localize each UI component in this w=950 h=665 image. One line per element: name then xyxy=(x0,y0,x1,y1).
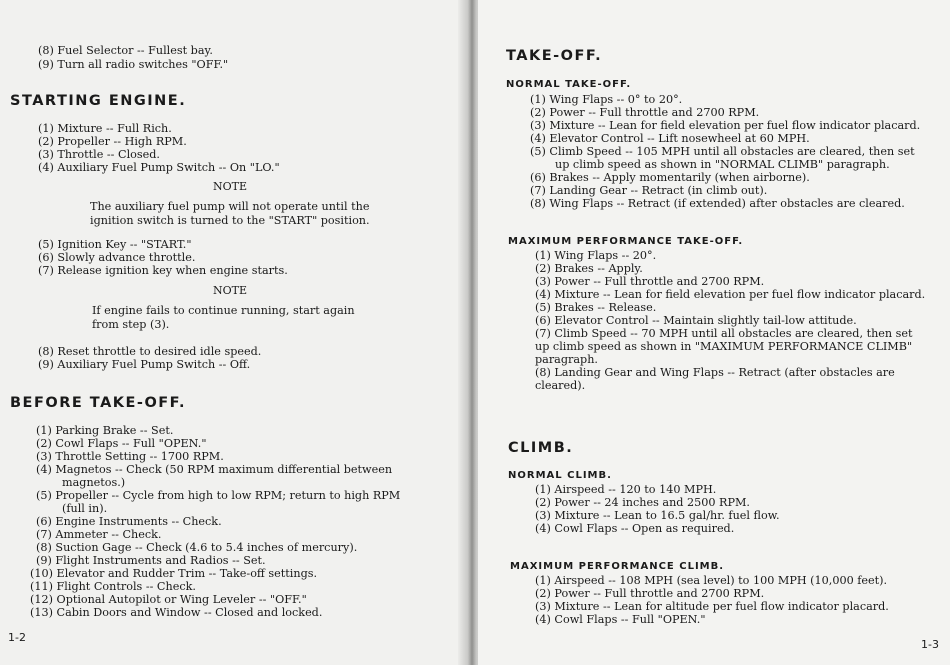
list-item-continuation: magnetos.) xyxy=(62,476,126,489)
list-item-continuation: paragraph. xyxy=(535,353,598,366)
right-page xyxy=(478,0,950,665)
list-item: (5) Brakes -- Release. xyxy=(535,301,657,314)
subsection-heading-max-climb: MAXIMUM PERFORMANCE CLIMB. xyxy=(510,561,725,572)
list-item: (3) Mixture -- Lean for field elevation per fuel flow indicator placard. xyxy=(530,119,921,132)
list-item: (4) Mixture -- Lean for field elevation per fuel flow indicator placard. xyxy=(535,288,926,301)
list-item: (3) Mixture -- Lean to 16.5 gal/hr. fuel flow. xyxy=(535,509,780,522)
section-heading-starting-engine: STARTING ENGINE. xyxy=(10,93,187,109)
list-item: (3) Power -- Full throttle and 2700 RPM. xyxy=(535,275,765,288)
list-item: (7) Release ignition key when engine starts. xyxy=(38,264,288,277)
list-item: (2) Power -- Full throttle and 2700 RPM. xyxy=(535,587,765,600)
subsection-heading-normal-takeoff: NORMAL TAKE-OFF. xyxy=(506,79,632,90)
list-item: (8) Reset throttle to desired idle speed. xyxy=(38,345,262,358)
list-item: (2) Propeller -- High RPM. xyxy=(38,135,187,148)
list-item: (3) Throttle -- Closed. xyxy=(38,148,160,161)
list-item: (4) Magnetos -- Check (50 RPM maximum differential between xyxy=(36,463,393,476)
list-item: (2) Cowl Flaps -- Full "OPEN." xyxy=(36,437,207,450)
list-item-continuation: cleared). xyxy=(535,379,586,392)
list-item: (1) Mixture -- Full Rich. xyxy=(38,122,172,135)
list-item: (1) Airspeed -- 108 MPH (sea level) to 100 MPH (10,000 feet). xyxy=(535,574,888,587)
list-item: (3) Throttle Setting -- 1700 RPM. xyxy=(36,450,224,463)
page-number: 1-2 xyxy=(8,631,26,644)
list-item: (13) Cabin Doors and Window -- Closed and locked. xyxy=(30,606,323,619)
list-item: (9) Flight Instruments and Radios -- Set. xyxy=(36,554,266,567)
list-item: (2) Power -- Full throttle and 2700 RPM. xyxy=(530,106,760,119)
list-item: (1) Airspeed -- 120 to 140 MPH. xyxy=(535,483,717,496)
subsection-heading-max-takeoff: MAXIMUM PERFORMANCE TAKE-OFF. xyxy=(508,236,744,247)
list-item: (9) Auxiliary Fuel Pump Switch -- Off. xyxy=(38,358,251,371)
list-item: (8) Fuel Selector -- Fullest bay. xyxy=(38,44,213,57)
list-item: (6) Elevator Control -- Maintain slightly tail-low attitude. xyxy=(535,314,857,327)
left-page xyxy=(0,0,470,665)
note-label: NOTE xyxy=(213,284,248,297)
section-heading-before-takeoff: BEFORE TAKE-OFF. xyxy=(10,395,186,411)
list-item: (6) Brakes -- Apply momentarily (when airborne). xyxy=(530,171,810,184)
list-item: (1) Wing Flaps -- 20°. xyxy=(535,249,657,262)
list-item: (4) Elevator Control -- Lift nosewheel at 60 MPH. xyxy=(530,132,810,145)
list-item: (7) Landing Gear -- Retract (in climb out). xyxy=(530,184,768,197)
list-item-continuation: up climb speed as shown in "MAXIMUM PERFORMANCE CLIMB" xyxy=(535,340,913,353)
list-item: (9) Turn all radio switches "OFF." xyxy=(38,58,229,71)
list-item: (1) Wing Flaps -- 0° to 20°. xyxy=(530,93,683,106)
list-item: (1) Parking Brake -- Set. xyxy=(36,424,174,437)
list-item-continuation: (full in). xyxy=(62,502,108,515)
list-item: (8) Landing Gear and Wing Flaps -- Retract (after obstacles are xyxy=(535,366,895,379)
list-item: (6) Engine Instruments -- Check. xyxy=(36,515,222,528)
list-item: (4) Auxiliary Fuel Pump Switch -- On "LO." xyxy=(38,161,280,174)
list-item: (5) Climb Speed -- 105 MPH until all obstacles are cleared, then set xyxy=(530,145,915,158)
section-heading-takeoff: TAKE-OFF. xyxy=(506,48,603,64)
list-item: (10) Elevator and Rudder Trim -- Take-off settings. xyxy=(30,567,318,580)
note-text: If engine fails to continue running, start again from step (3). xyxy=(92,304,355,331)
section-heading-climb: CLIMB. xyxy=(508,440,574,456)
list-item-continuation: up climb speed as shown in "NORMAL CLIMB" paragraph. xyxy=(555,158,890,171)
list-item: (7) Ammeter -- Check. xyxy=(36,528,162,541)
list-item: (6) Slowly advance throttle. xyxy=(38,251,196,264)
list-item: (4) Cowl Flaps -- Full "OPEN." xyxy=(535,613,706,626)
list-item: (12) Optional Autopilot or Wing Leveler -- "OFF." xyxy=(30,593,307,606)
list-item: (8) Suction Gage -- Check (4.6 to 5.4 inches of mercury). xyxy=(36,541,358,554)
list-item: (11) Flight Controls -- Check. xyxy=(30,580,196,593)
note-label: NOTE xyxy=(213,180,248,193)
page-number: 1-3 xyxy=(921,638,939,651)
list-item: (7) Climb Speed -- 70 MPH until all obstacles are cleared, then set xyxy=(535,327,913,340)
list-item: (4) Cowl Flaps -- Open as required. xyxy=(535,522,735,535)
list-item: (2) Power -- 24 inches and 2500 RPM. xyxy=(535,496,750,509)
note-text: The auxiliary fuel pump will not operate until the ignition switch is turned to the "START" position. xyxy=(90,200,370,227)
list-item: (5) Propeller -- Cycle from high to low RPM; return to high RPM xyxy=(36,489,401,502)
list-item: (8) Wing Flaps -- Retract (if extended) after obstacles are cleared. xyxy=(530,197,905,210)
list-item: (3) Mixture -- Lean for altitude per fuel flow indicator placard. xyxy=(535,600,889,613)
list-item: (2) Brakes -- Apply. xyxy=(535,262,643,275)
subsection-heading-normal-climb: NORMAL CLIMB. xyxy=(508,470,612,481)
list-item: (5) Ignition Key -- "START." xyxy=(38,238,192,251)
